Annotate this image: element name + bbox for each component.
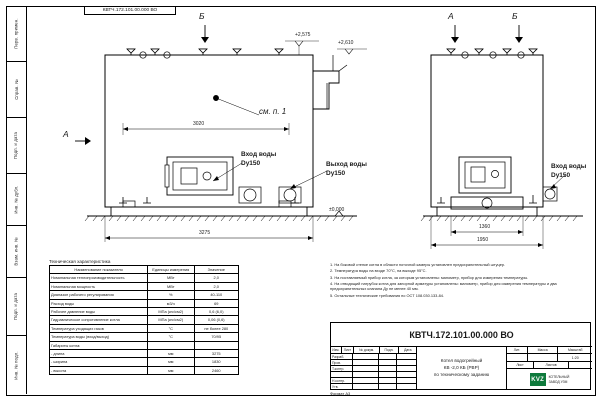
revision-table	[331, 347, 417, 390]
rev-col-list: Лист	[342, 347, 355, 353]
dim-1950: 1950	[477, 237, 489, 243]
tech-cell-unit: МВт	[148, 274, 194, 282]
tech-cell-name: Номинальная мощность	[50, 282, 148, 290]
company-logo	[507, 369, 592, 390]
tech-cell-name: Габариты котла:	[50, 341, 148, 349]
table-row	[50, 324, 239, 332]
company-line-2: ЗАВОД УЗМ	[548, 379, 568, 384]
tech-cell-unit: °С	[148, 333, 194, 341]
note-item: 5. Остальные технические требования по ОСТ 108.030.133-84.	[330, 292, 445, 298]
water-inlet-left-label: Вход воды	[241, 151, 277, 158]
rev-col-izm: Изм.	[331, 347, 342, 353]
tech-cell-unit: МПа (кгс/см2)	[148, 316, 194, 324]
role-label: Пров.	[331, 360, 353, 365]
lit-value	[507, 354, 528, 361]
tech-cell-unit: м3/ч	[148, 299, 194, 307]
table-row	[50, 316, 239, 324]
table-row	[50, 350, 239, 358]
section-label-b-left: Б	[199, 11, 205, 21]
drawing-area	[27, 11, 591, 257]
water-inlet-right-dn: Dy150	[551, 172, 571, 179]
left-label-1: Справ. №	[13, 79, 19, 100]
section-label-b-right: Б	[512, 11, 518, 21]
tech-cell-unit	[148, 341, 194, 349]
left-label-0: Перв. примен.	[13, 18, 19, 49]
table-row	[50, 291, 239, 299]
tech-cell-value: 1830	[194, 358, 238, 366]
tech-cell-value: 3275	[194, 350, 238, 358]
tech-col-value: Значение	[194, 266, 238, 274]
lit-header: Лит.	[507, 347, 528, 353]
mass-value	[528, 354, 559, 361]
tech-cell-unit: мм	[148, 350, 194, 358]
note-item: 1. На боковой стенке котла в области поточной камеры установлен предохранительный штуцер.	[330, 262, 506, 267]
tech-col-unit: Единицы измерения	[148, 266, 194, 274]
company-name	[549, 375, 570, 383]
tech-cell-name: Температура уходящих газов	[50, 324, 148, 332]
dim-3020: 3020	[193, 121, 205, 127]
left-cell-4	[6, 226, 26, 278]
elevation-zero: ±0,000	[329, 207, 345, 213]
note-item: 2. Температура воды на входе 70°С, на выходе 95°С.	[330, 268, 427, 274]
left-cell-2	[6, 118, 26, 174]
tech-cell-name: Расход воды	[50, 299, 148, 307]
tech-cell-unit: мм	[148, 358, 194, 366]
sheets-value	[569, 362, 592, 368]
section-label-a-left: А	[63, 129, 69, 139]
tech-cell-value: 2,0	[194, 282, 238, 290]
left-cell-3	[6, 174, 26, 226]
table-row	[50, 274, 239, 282]
rev-col-sign: Подп.	[380, 347, 398, 353]
role-label: Утв.	[331, 384, 353, 390]
tech-cell-unit: МПа (кгс/см2)	[148, 308, 194, 316]
left-cell-5	[6, 278, 26, 336]
tech-cell-value: 0,06 (0,6)	[194, 316, 238, 324]
title-block	[330, 322, 591, 390]
dim-1360: 1360	[479, 224, 491, 230]
tech-cell-unit: °С	[148, 324, 194, 332]
tech-cell-name: Номинальная теплопроизводительность	[50, 274, 148, 282]
note-item: 3. На поставляемый прибор котла, за которым установлены: манометр, прибор для измерения температуры.	[330, 274, 529, 280]
left-stamp-column	[6, 6, 27, 394]
water-outlet-dn: Dy150	[326, 170, 346, 177]
designation-text: КВТЧ.172.101.00.000 ВО	[409, 329, 514, 340]
left-label-2: Подп. и дата	[13, 131, 19, 160]
tech-cell-value: 40-110	[194, 291, 238, 299]
tech-table-header-row	[50, 266, 239, 274]
scale-value: 1:20	[571, 355, 579, 360]
left-cell-6	[6, 336, 26, 394]
format-label: Формат А3	[330, 391, 351, 396]
sheet-counts-row	[507, 362, 592, 369]
elevation-2610: +2,610	[338, 40, 354, 46]
product-name-cell	[417, 347, 507, 390]
water-inlet-right-label: Вход воды	[551, 163, 587, 170]
tech-cell-name: Рабочее давление воды	[50, 308, 148, 316]
table-row	[50, 282, 239, 290]
tech-table-title: Техническая характеристика	[49, 259, 111, 264]
tech-cell-unit: МВт	[148, 282, 194, 290]
left-label-6: Инв. № подл.	[13, 350, 19, 380]
boiler-drawing-svg	[27, 11, 591, 257]
tech-col-name: Наименование показателя	[50, 266, 148, 274]
tech-table	[49, 265, 239, 375]
top-designation-text: КВТЧ.172.101.00.000 ВО	[102, 8, 158, 13]
company-line-1: КОТЕЛЬНЫЙ	[548, 375, 570, 380]
table-row	[50, 299, 239, 307]
tech-cell-name: Температура воды (вход/выход)	[50, 333, 148, 341]
role-label: Т.контр.	[331, 366, 353, 371]
tech-cell-value: 2460	[194, 366, 238, 374]
table-row	[50, 366, 239, 374]
tech-cell-unit: %	[148, 291, 194, 299]
tech-cell-name: - высота	[50, 366, 148, 374]
table-row	[50, 341, 239, 349]
tech-cell-name: - длина	[50, 350, 148, 358]
lit-mass-scale-header	[507, 347, 592, 354]
table-row	[50, 308, 239, 316]
product-name-text: Котел водогрейный КВ -2,0 КБ (РВР) по техническому заданию	[433, 358, 490, 377]
tech-cell-name: Гидравлическое сопротивление котла	[50, 316, 148, 324]
tech-cell-value: 0,6 (6,0)	[194, 308, 238, 316]
left-label-3: Инв. № дубл.	[13, 185, 19, 214]
tech-cell-value	[194, 341, 238, 349]
table-row	[50, 333, 239, 341]
designation-cell	[331, 323, 592, 347]
left-label-4: Взам. инв. №	[13, 237, 19, 266]
sheet-label: Лист	[507, 362, 534, 368]
table-row	[50, 358, 239, 366]
left-label-5: Подп. и дата	[13, 292, 19, 321]
left-cell-0	[6, 6, 26, 62]
tech-cell-value: 2,0	[194, 274, 238, 282]
tech-cell-name: Диапазон рабочего регулирования	[50, 291, 148, 299]
scale-header: Масштаб	[567, 348, 583, 352]
sheets-label: Листов	[534, 362, 569, 368]
role-label: Разраб.	[331, 354, 353, 359]
kvz-logo-icon: KVZ	[530, 373, 546, 386]
role-label: Н.контр.	[331, 378, 353, 383]
section-label-a-right: А	[448, 11, 454, 21]
dim-3275: 3275	[199, 230, 211, 236]
tech-characteristics-block	[49, 259, 239, 375]
mass-header: Масса	[528, 347, 559, 353]
tech-cell-value: 69	[194, 299, 238, 307]
left-cell-1	[6, 62, 26, 118]
tech-cell-value: 70/95	[194, 333, 238, 341]
technical-requirements-list	[330, 262, 570, 299]
water-outlet-label: Выход воды	[326, 161, 367, 168]
tech-cell-value: не более 280	[194, 324, 238, 332]
rev-col-docnum: № докум.	[354, 347, 380, 353]
see-note-label: см. п. 1	[259, 107, 287, 116]
water-inlet-left-dn: Dy150	[241, 160, 261, 167]
elevation-2575: +2,575	[295, 32, 311, 38]
tech-cell-unit: мм	[148, 366, 194, 374]
rev-col-date: Дата	[404, 348, 412, 352]
lit-mass-scale-values	[507, 354, 592, 362]
note-item: 4. На отводящий патрубок котла для запорной арматуры установлены: манометр, прибор для измерения температуры и два предохранительных клапана Ду не менее 40 мм.	[330, 280, 557, 292]
tech-cell-name: - ширина	[50, 358, 148, 366]
